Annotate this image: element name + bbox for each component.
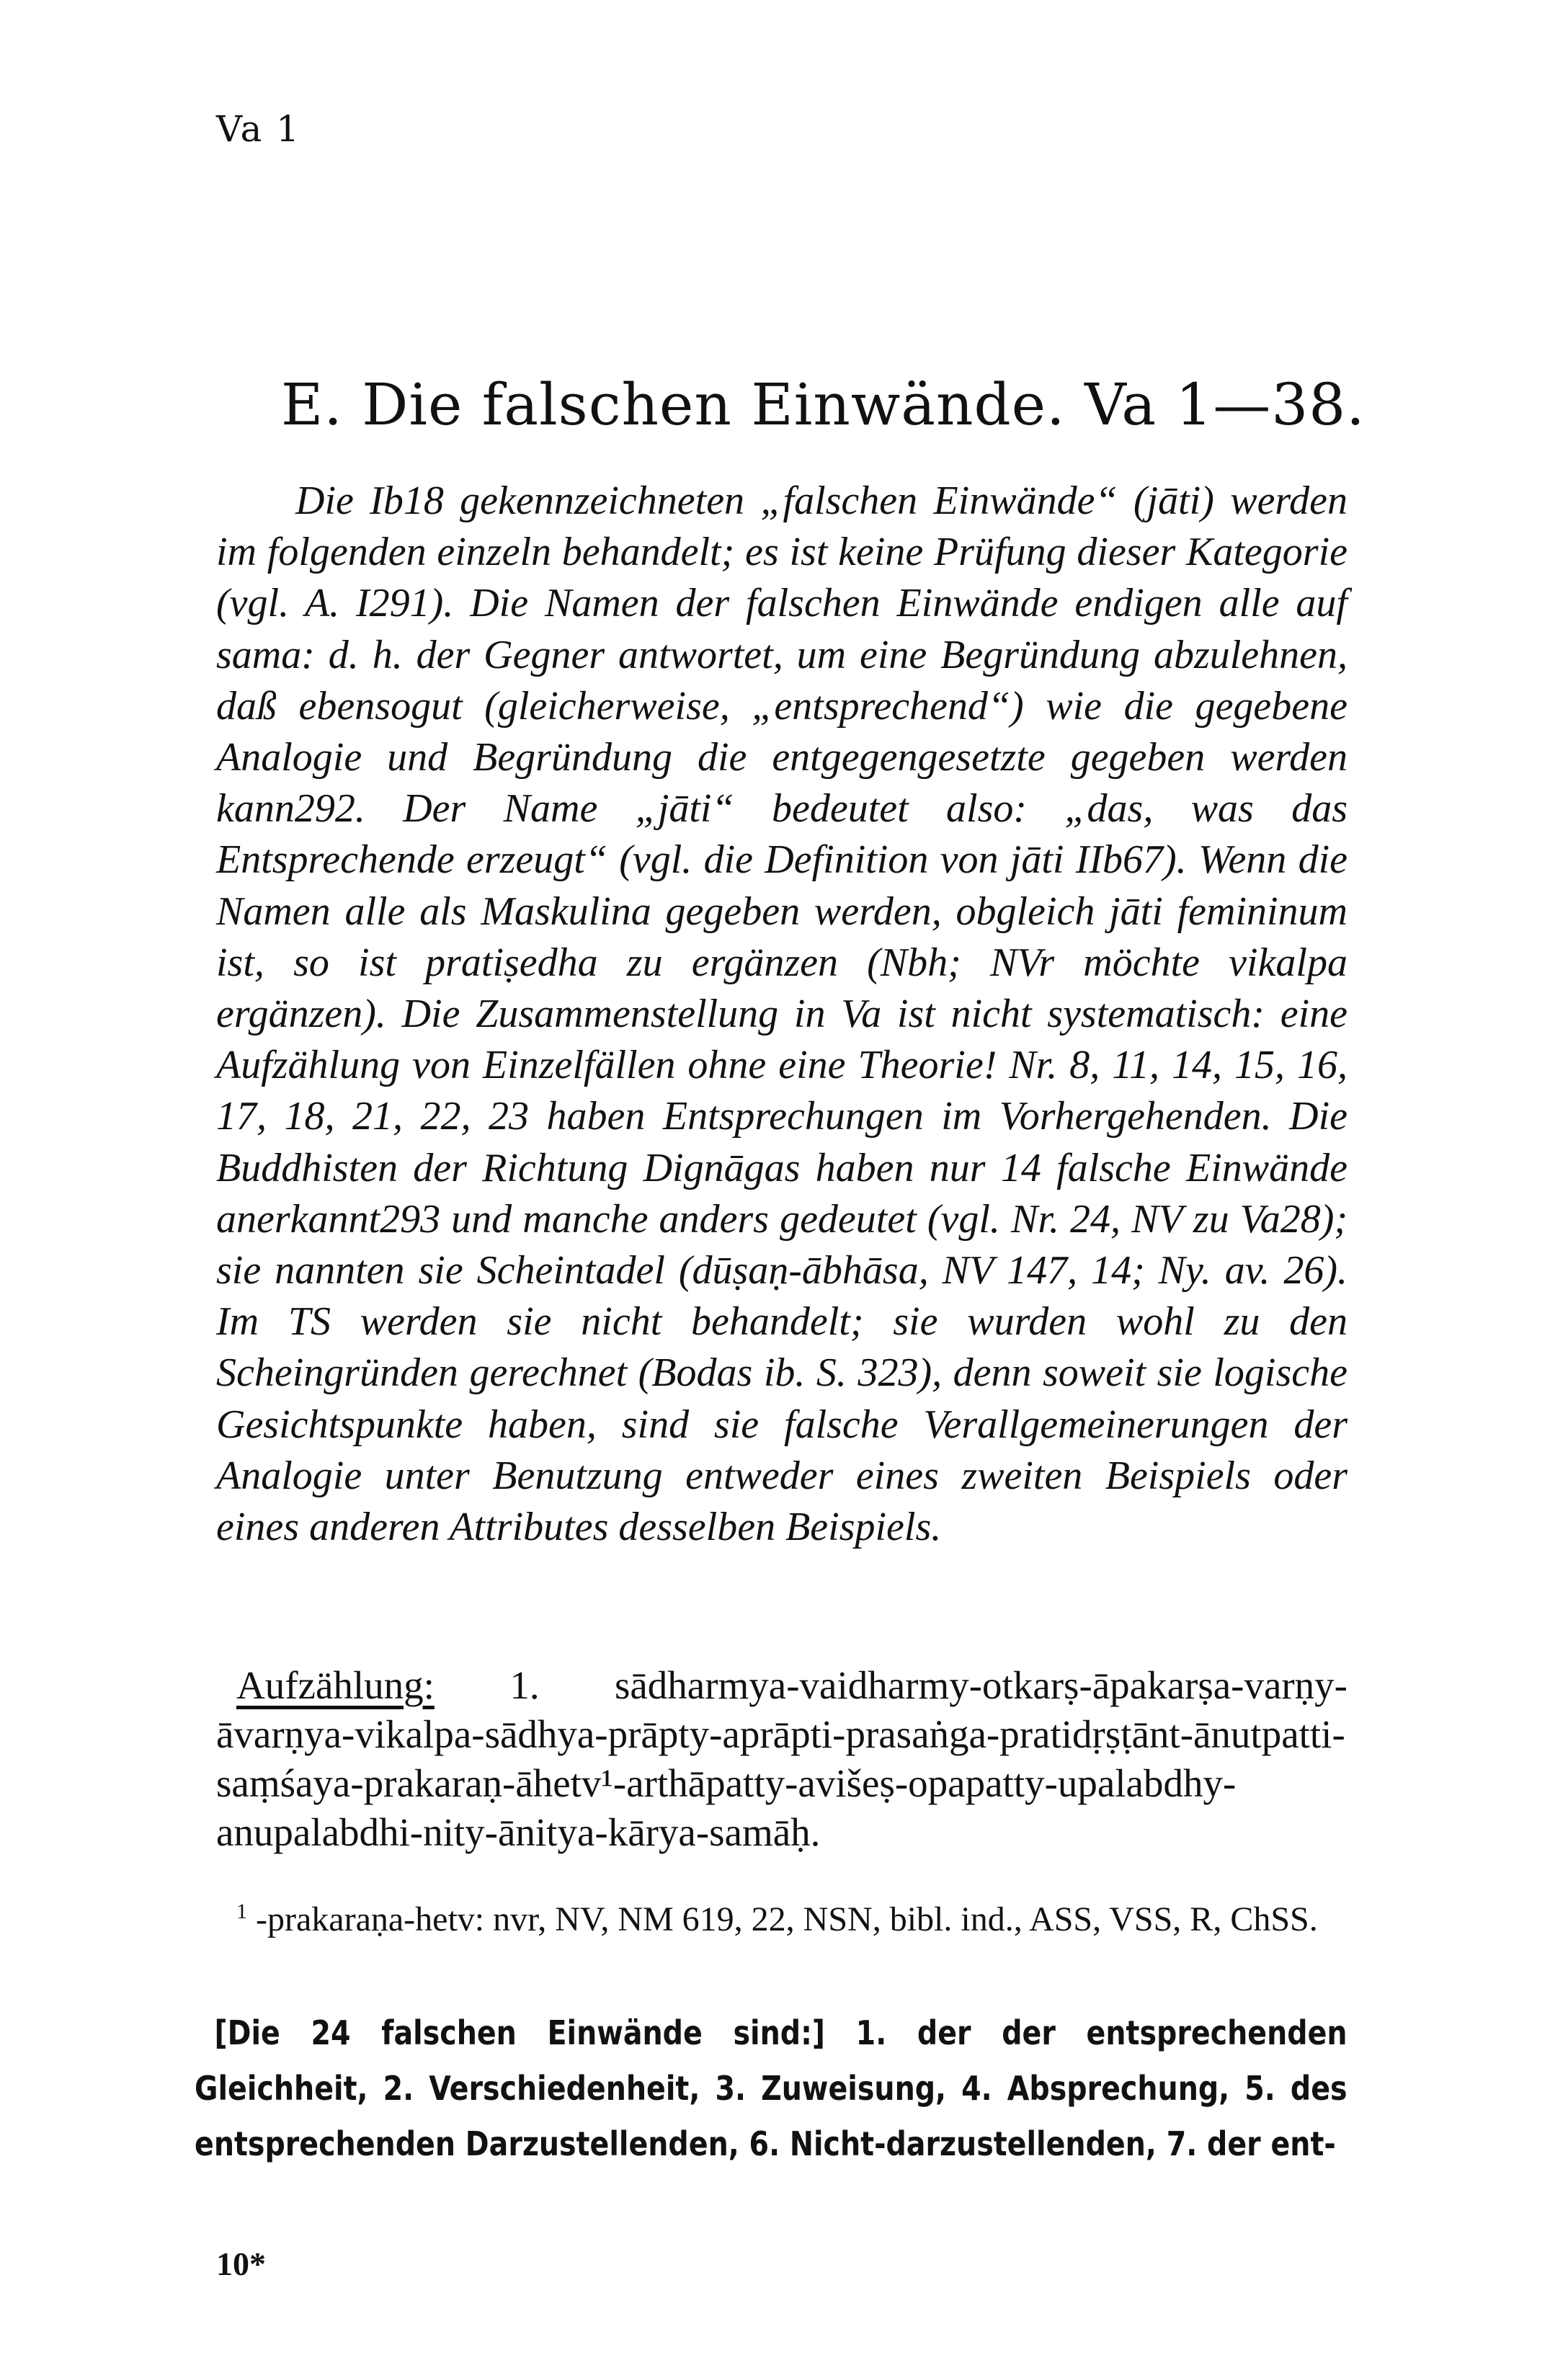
enumeration-paragraph: [216, 1661, 1348, 1857]
section-title: E. Die falschen Einwände. Va 1—38.: [281, 371, 1366, 438]
intro-paragraph: Die Ib18 gekennzeichneten „falschen Einwände“ (jāti) werden im folgenden einzeln behandelt; es ist keine Prüfung dieser Kategorie (vgl. A. I291). Die Namen der falschen Einwände endigen alle auf sama: d. h. der Gegner antwortet, um eine Begründung abzulehnen, daß ebensogut (gleicherweise, „entsprechend“) wie die gegebene Analogie und Begründung die entgegengesetzte gegeben werden kann292. Der Name „jāti“ bedeutet also: „das, was das Entsprechende erzeugt“ (vgl. die Definition von jāti IIb67). Wenn die Namen alle als Maskulina gegeben werden, obgleich jāti femininum ist, so ist pratiṣedha zu ergänzen (Nbh; NVr möchte vikalpa ergänzen). Die Zusammenstellung in Va ist nicht systematisch: eine Aufzählung von Einzelfällen ohne eine Theorie! Nr. 8, 11, 14, 15, 16, 17, 18, 21, 22, 23 haben Entsprechungen im Vorhergehenden. Die Buddhisten der Richtung Dignāgas haben nur 14 falsche Einwände anerkannt293 und manche anders gedeutet (vgl. Nr. 24, NV zu Va28); sie nannten sie Scheintadel (dūṣaṇ-ābhāsa, NV 147, 14; Ny. av. 26). Im TS werden sie nicht behandelt; sie wurden wohl zu den Scheingründen gerechnet (Bodas ib. S. 323), denn soweit sie logische Gesichtspunkte haben, sind sie falsche Verallgemeinerungen der Analogie unter Benutzung entweder eines zweiten Beispiels oder eines anderen Attributes desselben Beispiels.: [216, 478, 1348, 1550]
footnote-mark: 1: [236, 1900, 247, 1923]
running-header: Va 1: [216, 108, 301, 150]
translation-paragraph: [Die 24 falschen Einwände sind:] 1. der der entsprechenden Gleichheit, 2. Verschiedenheit, 3. Zuweisung, 4. Absprechung, 5. des entsprechenden Darzustellenden, 6. Nicht-darzustellenden, 7. der ent-: [195, 2013, 1348, 2163]
enumeration-text: 1. sādharmya-vaidharmy-otkarṣ-āpakarṣa-varṇy-āvarṇya-vikalpa-sādhya-prāpty-aprāpti-prasaṅga-pratidṛṣṭānt-ānutpatti-saṃśaya-prakaraṇ-āhetv¹-arthāpatty-avišeṣ-opapatty-upalabdhy-anupalabdhi-nity-ānitya-kārya-samāḥ.: [216, 1663, 1348, 1854]
footnote: [216, 1899, 1348, 1941]
signature-mark: 10*: [216, 2245, 266, 2282]
footnote-text: -prakaraṇa-hetv: nvr, NV, NM 619, 22, NSN, bibl. ind., ASS, VSS, R, ChSS.: [256, 1900, 1318, 1938]
enumeration-label: Aufzählung:: [236, 1663, 435, 1707]
